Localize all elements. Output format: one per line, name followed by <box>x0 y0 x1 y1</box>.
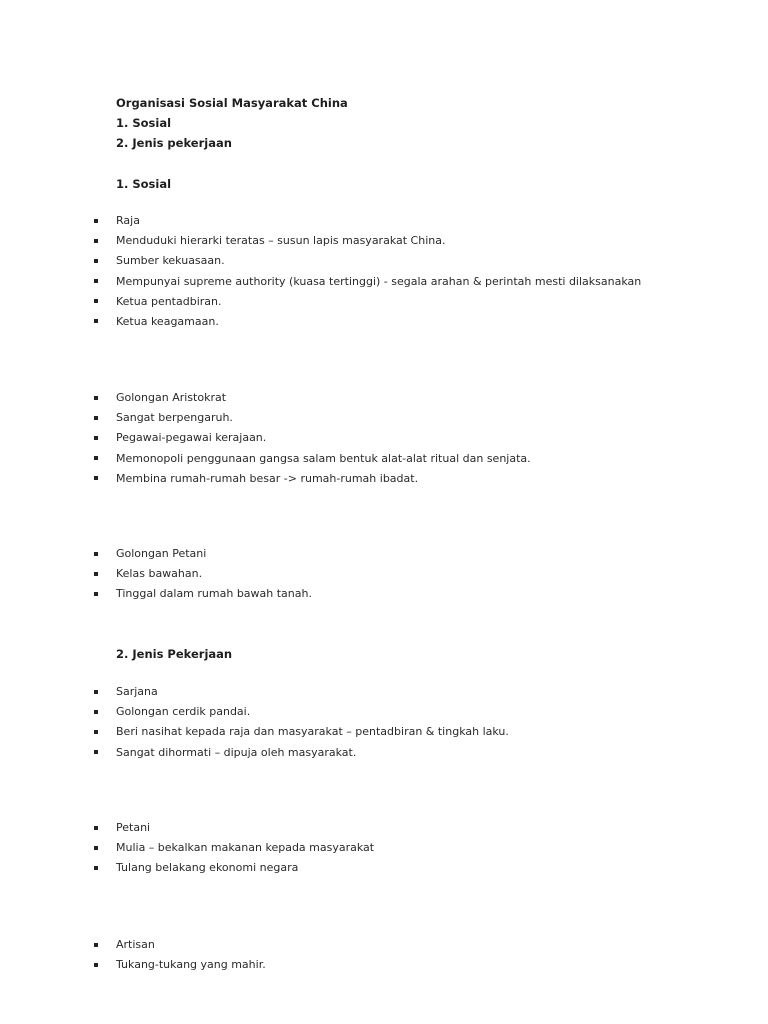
bullet-icon <box>94 866 98 870</box>
toc-item-sosial: 1. Sosial <box>116 116 172 130</box>
document-page: Organisasi Sosial Masyarakat China 1. Sosial 2. Jenis pekerjaan 1. Sosial Raja Menduduki hierarki teratas – susun lapis masyarakat China. Sumber kekuasaan. Mempunyai supreme authority (kuasa tertinggi) - segala arahan & perintah mesti dilaksanakan Ketua pentadbiran. Ketua keagamaan. Golongan Aristokrat Sangat berpengaruh. Pegawai-pegawai kerajaan. Memonopoli penggunaan gangsa salam bentuk alat-alat ritual dan senjata. Membina rumah-rumah besar -> rumah-rumah ibadat. Golongan Petani Kelas bawahan. Tinggal dalam rumah bawah tanah. 2. Jenis Pekerjaan Sarjana Golongan cerdik pandai. Beri nasihat kepada raja dan masyarakat – pentadbiran & tingkah laku. Sangat dihormati – dipuja oleh masyarakat. Petani Mulia – bekalkan makanan kepada masyarakat Tulang belakang ekonomi negara Artisan Tukang-tukang yang mahir. <box>0 0 768 1024</box>
bullet-icon <box>94 846 98 850</box>
bullet-icon <box>94 963 98 967</box>
section-heading-sosial: 1. Sosial <box>116 177 172 191</box>
bullet-icon <box>94 690 98 694</box>
bullet-icon <box>94 319 98 323</box>
bullet-icon <box>94 436 98 440</box>
bullet-icon <box>94 396 98 400</box>
bullet-icon <box>94 456 98 460</box>
bullet-icon <box>94 943 98 947</box>
bullet-icon <box>94 826 98 830</box>
toc-item-jenis-pekerjaan: 2. Jenis pekerjaan <box>116 136 232 150</box>
bullet-icon <box>94 750 98 754</box>
bullet-icon <box>94 476 98 480</box>
bullet-icon <box>94 592 98 596</box>
bullet-icon <box>94 299 98 303</box>
section-heading-jenis-pekerjaan: 2. Jenis Pekerjaan <box>116 647 233 661</box>
bullet-icon <box>94 572 98 576</box>
bullet-icon <box>94 259 98 263</box>
bullet-icon <box>94 239 98 243</box>
bullet-icon <box>94 416 98 420</box>
bullet-icon <box>94 279 98 283</box>
bullet-icon <box>94 710 98 714</box>
bullet-icon <box>94 552 98 556</box>
bullet-icon <box>94 730 98 734</box>
document-title: Organisasi Sosial Masyarakat China <box>116 96 348 110</box>
bullet-icon <box>94 219 98 223</box>
